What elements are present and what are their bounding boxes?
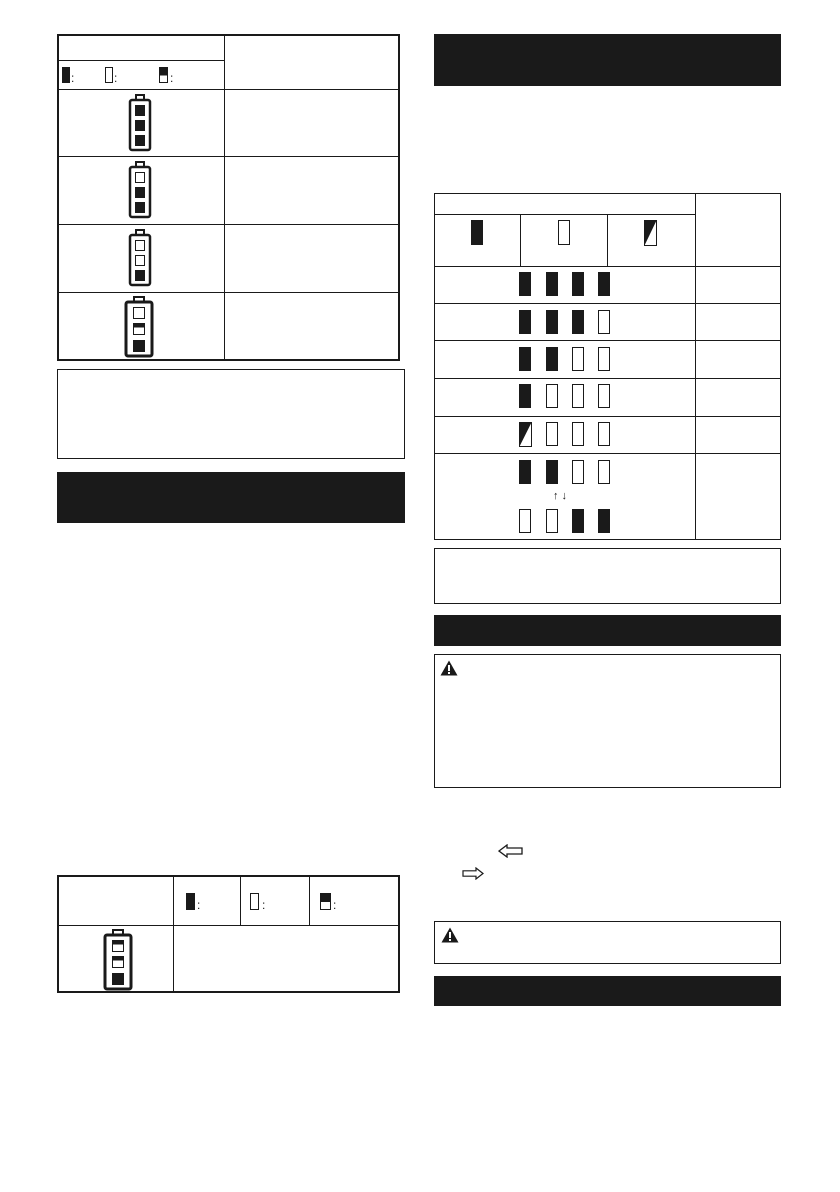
battery-full-icon bbox=[128, 94, 152, 152]
section-heading-bar bbox=[434, 976, 781, 1006]
table-divider bbox=[57, 292, 400, 293]
alternating-arrows: ↑ ↓ bbox=[553, 490, 568, 502]
legend-colon: : bbox=[262, 898, 266, 912]
legend-colon: : bbox=[333, 898, 337, 912]
legend-colon: : bbox=[197, 898, 201, 912]
off-lamp-icon bbox=[105, 67, 113, 83]
battery-one-third-icon bbox=[128, 229, 152, 287]
lamp-lit bbox=[598, 272, 610, 296]
table-divider bbox=[607, 214, 608, 266]
table-divider bbox=[173, 875, 174, 993]
lamp-off bbox=[572, 384, 584, 408]
lamp-off bbox=[519, 509, 531, 533]
caution-box bbox=[434, 654, 781, 788]
lit-lamp-icon bbox=[62, 67, 70, 83]
section-heading-bar bbox=[434, 34, 781, 86]
table-divider bbox=[434, 378, 781, 379]
table-divider bbox=[434, 416, 781, 417]
warning-triangle-icon bbox=[440, 660, 458, 676]
table-divider bbox=[520, 214, 521, 266]
legend-colon: : bbox=[170, 71, 174, 85]
lamp-lit bbox=[572, 272, 584, 296]
lamp-off bbox=[572, 422, 584, 446]
note-box bbox=[434, 548, 781, 604]
table-divider bbox=[434, 340, 781, 341]
lamp-off bbox=[598, 384, 610, 408]
off-lamp-icon bbox=[250, 893, 259, 910]
lamp-lit bbox=[519, 347, 531, 371]
lamp-off bbox=[546, 422, 558, 446]
battery-capacity-table bbox=[57, 34, 400, 361]
lamp-off bbox=[598, 347, 610, 371]
lamp-lit bbox=[546, 347, 558, 371]
section-heading-bar bbox=[57, 472, 405, 523]
lamp-half bbox=[519, 422, 532, 447]
table-divider bbox=[57, 89, 400, 90]
table-divider bbox=[434, 303, 781, 304]
lamp-lit bbox=[519, 460, 531, 484]
lamp-off bbox=[546, 384, 558, 408]
half-lit-lamp-icon bbox=[644, 220, 657, 246]
battery-blinking-icon bbox=[103, 929, 133, 991]
lamp-lit bbox=[598, 509, 610, 533]
table-divider bbox=[434, 266, 781, 267]
table-divider bbox=[240, 875, 241, 925]
note-box bbox=[57, 369, 405, 459]
lit-lamp-icon bbox=[471, 220, 483, 245]
table-divider bbox=[57, 60, 225, 61]
table-divider bbox=[57, 156, 400, 157]
arrow-right-outline-icon bbox=[462, 867, 484, 880]
table-divider bbox=[57, 925, 400, 926]
lamp-lit bbox=[572, 310, 584, 334]
lamp-off bbox=[572, 460, 584, 484]
warning-box bbox=[434, 921, 781, 964]
lamp-lit bbox=[546, 460, 558, 484]
lamp-lit bbox=[519, 310, 531, 334]
lamp-off bbox=[572, 347, 584, 371]
battery-low-icon bbox=[124, 296, 154, 358]
battery-two-thirds-icon bbox=[128, 161, 152, 219]
arrow-left-outline-icon bbox=[498, 844, 524, 858]
half-lamp-icon bbox=[159, 67, 168, 83]
lamp-off bbox=[598, 310, 610, 334]
lamp-lit bbox=[546, 310, 558, 334]
lamp-lit bbox=[519, 272, 531, 296]
section-heading-bar bbox=[434, 615, 781, 646]
warning-triangle-icon bbox=[441, 927, 459, 943]
half-lamp-icon bbox=[320, 893, 331, 910]
table-divider bbox=[224, 34, 225, 361]
lamp-off bbox=[546, 509, 558, 533]
legend-colon: : bbox=[71, 71, 75, 85]
table-divider bbox=[434, 214, 695, 215]
table-divider bbox=[57, 224, 400, 225]
lamp-off bbox=[598, 422, 610, 446]
table-divider bbox=[695, 193, 696, 540]
lamp-off bbox=[598, 460, 610, 484]
table-divider bbox=[434, 453, 781, 454]
legend-colon: : bbox=[114, 71, 118, 85]
lit-lamp-icon bbox=[186, 893, 195, 910]
lamp-lit bbox=[519, 384, 531, 408]
table-divider bbox=[309, 875, 310, 925]
lamp-lit bbox=[572, 509, 584, 533]
off-lamp-icon bbox=[558, 220, 570, 245]
lamp-lit bbox=[546, 272, 558, 296]
